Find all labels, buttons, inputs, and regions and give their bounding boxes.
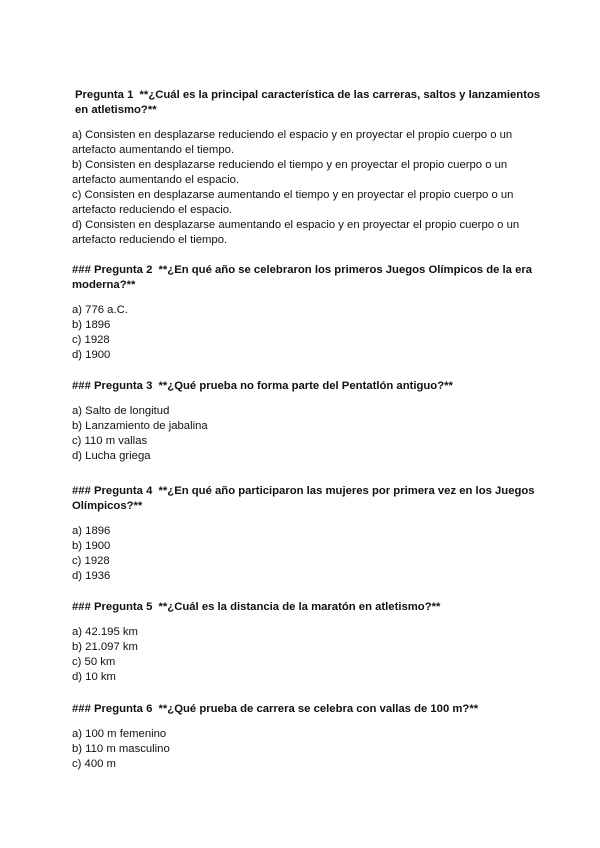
question-number: ### Pregunta 4 <box>72 485 153 497</box>
option-d: d) 1900 <box>72 349 111 361</box>
question-prompt: **¿Cuál es la distancia de la maratón en atletismo?** <box>158 601 441 613</box>
question-prompt: **¿Qué prueba de carrera se celebra con vallas de 100 m?** <box>158 703 479 715</box>
question-number: ### Pregunta 5 <box>72 601 153 613</box>
option-c: c) Consisten en desplazarse aumentando el tiempo y en proyectar el propio cuerpo o un artefacto reduciendo el espacio. <box>72 189 514 216</box>
question-6 <box>72 702 542 772</box>
option-a: a) 100 m femenino <box>72 728 167 740</box>
question-heading <box>72 600 542 615</box>
option-b: b) 1900 <box>72 540 111 552</box>
option-d: d) Consisten en desplazarse aumentando el espacio y en proyectar el propio cuerpo o un artefacto reduciendo el tiempo. <box>72 219 520 246</box>
option-c: c) 110 m vallas <box>72 435 148 447</box>
question-heading <box>72 484 542 514</box>
question-heading <box>72 263 542 293</box>
option-a: a) Salto de longitud <box>72 405 170 417</box>
question-2 <box>72 263 542 363</box>
option-d: d) 10 km <box>72 671 116 683</box>
question-prompt: **¿Qué prueba no forma parte del Pentatlón antiguo?** <box>158 380 453 392</box>
question-4 <box>72 484 542 584</box>
question-number: ### Pregunta 6 <box>72 703 153 715</box>
option-d: d) Lucha griega <box>72 450 151 462</box>
question-prompt: **¿En qué año se celebraron los primeros Juegos Olímpicos de la era moderna?** <box>72 264 533 291</box>
question-prompt: **¿Cuál es la principal característica de las carreras, saltos y lanzamientos en atletismo?** <box>75 89 541 116</box>
option-a: a) 42.195 km <box>72 626 138 638</box>
question-1 <box>72 88 542 248</box>
option-a: a) Consisten en desplazarse reduciendo el espacio y en proyectar el propio cuerpo o un artefacto aumentando el tiempo. <box>72 129 513 156</box>
question-number: ### Pregunta 2 <box>72 264 153 276</box>
option-b: b) 110 m masculino <box>72 743 170 755</box>
option-b: b) Consisten en desplazarse reduciendo el tiempo y en proyectar el propio cuerpo o un artefacto aumentando el espacio. <box>72 159 508 186</box>
option-a: a) 1896 <box>72 525 111 537</box>
question-heading <box>72 379 542 394</box>
option-b: b) Lanzamiento de jabalina <box>72 420 208 432</box>
option-c: c) 400 m <box>72 758 116 770</box>
option-c: c) 1928 <box>72 555 110 567</box>
question-3 <box>72 379 542 464</box>
option-c: c) 50 km <box>72 656 116 668</box>
question-number: Pregunta 1 <box>75 89 134 101</box>
option-c: c) 1928 <box>72 334 110 346</box>
question-prompt: **¿En qué año participaron las mujeres por primera vez en los Juegos Olímpicos?** <box>72 485 535 512</box>
option-b: b) 21.097 km <box>72 641 138 653</box>
question-number: ### Pregunta 3 <box>72 380 153 392</box>
question-heading <box>72 88 542 118</box>
option-b: b) 1896 <box>72 319 111 331</box>
question-heading <box>72 702 542 717</box>
question-5 <box>72 600 542 685</box>
option-d: d) 1936 <box>72 570 111 582</box>
option-a: a) 776 a.C. <box>72 304 128 316</box>
